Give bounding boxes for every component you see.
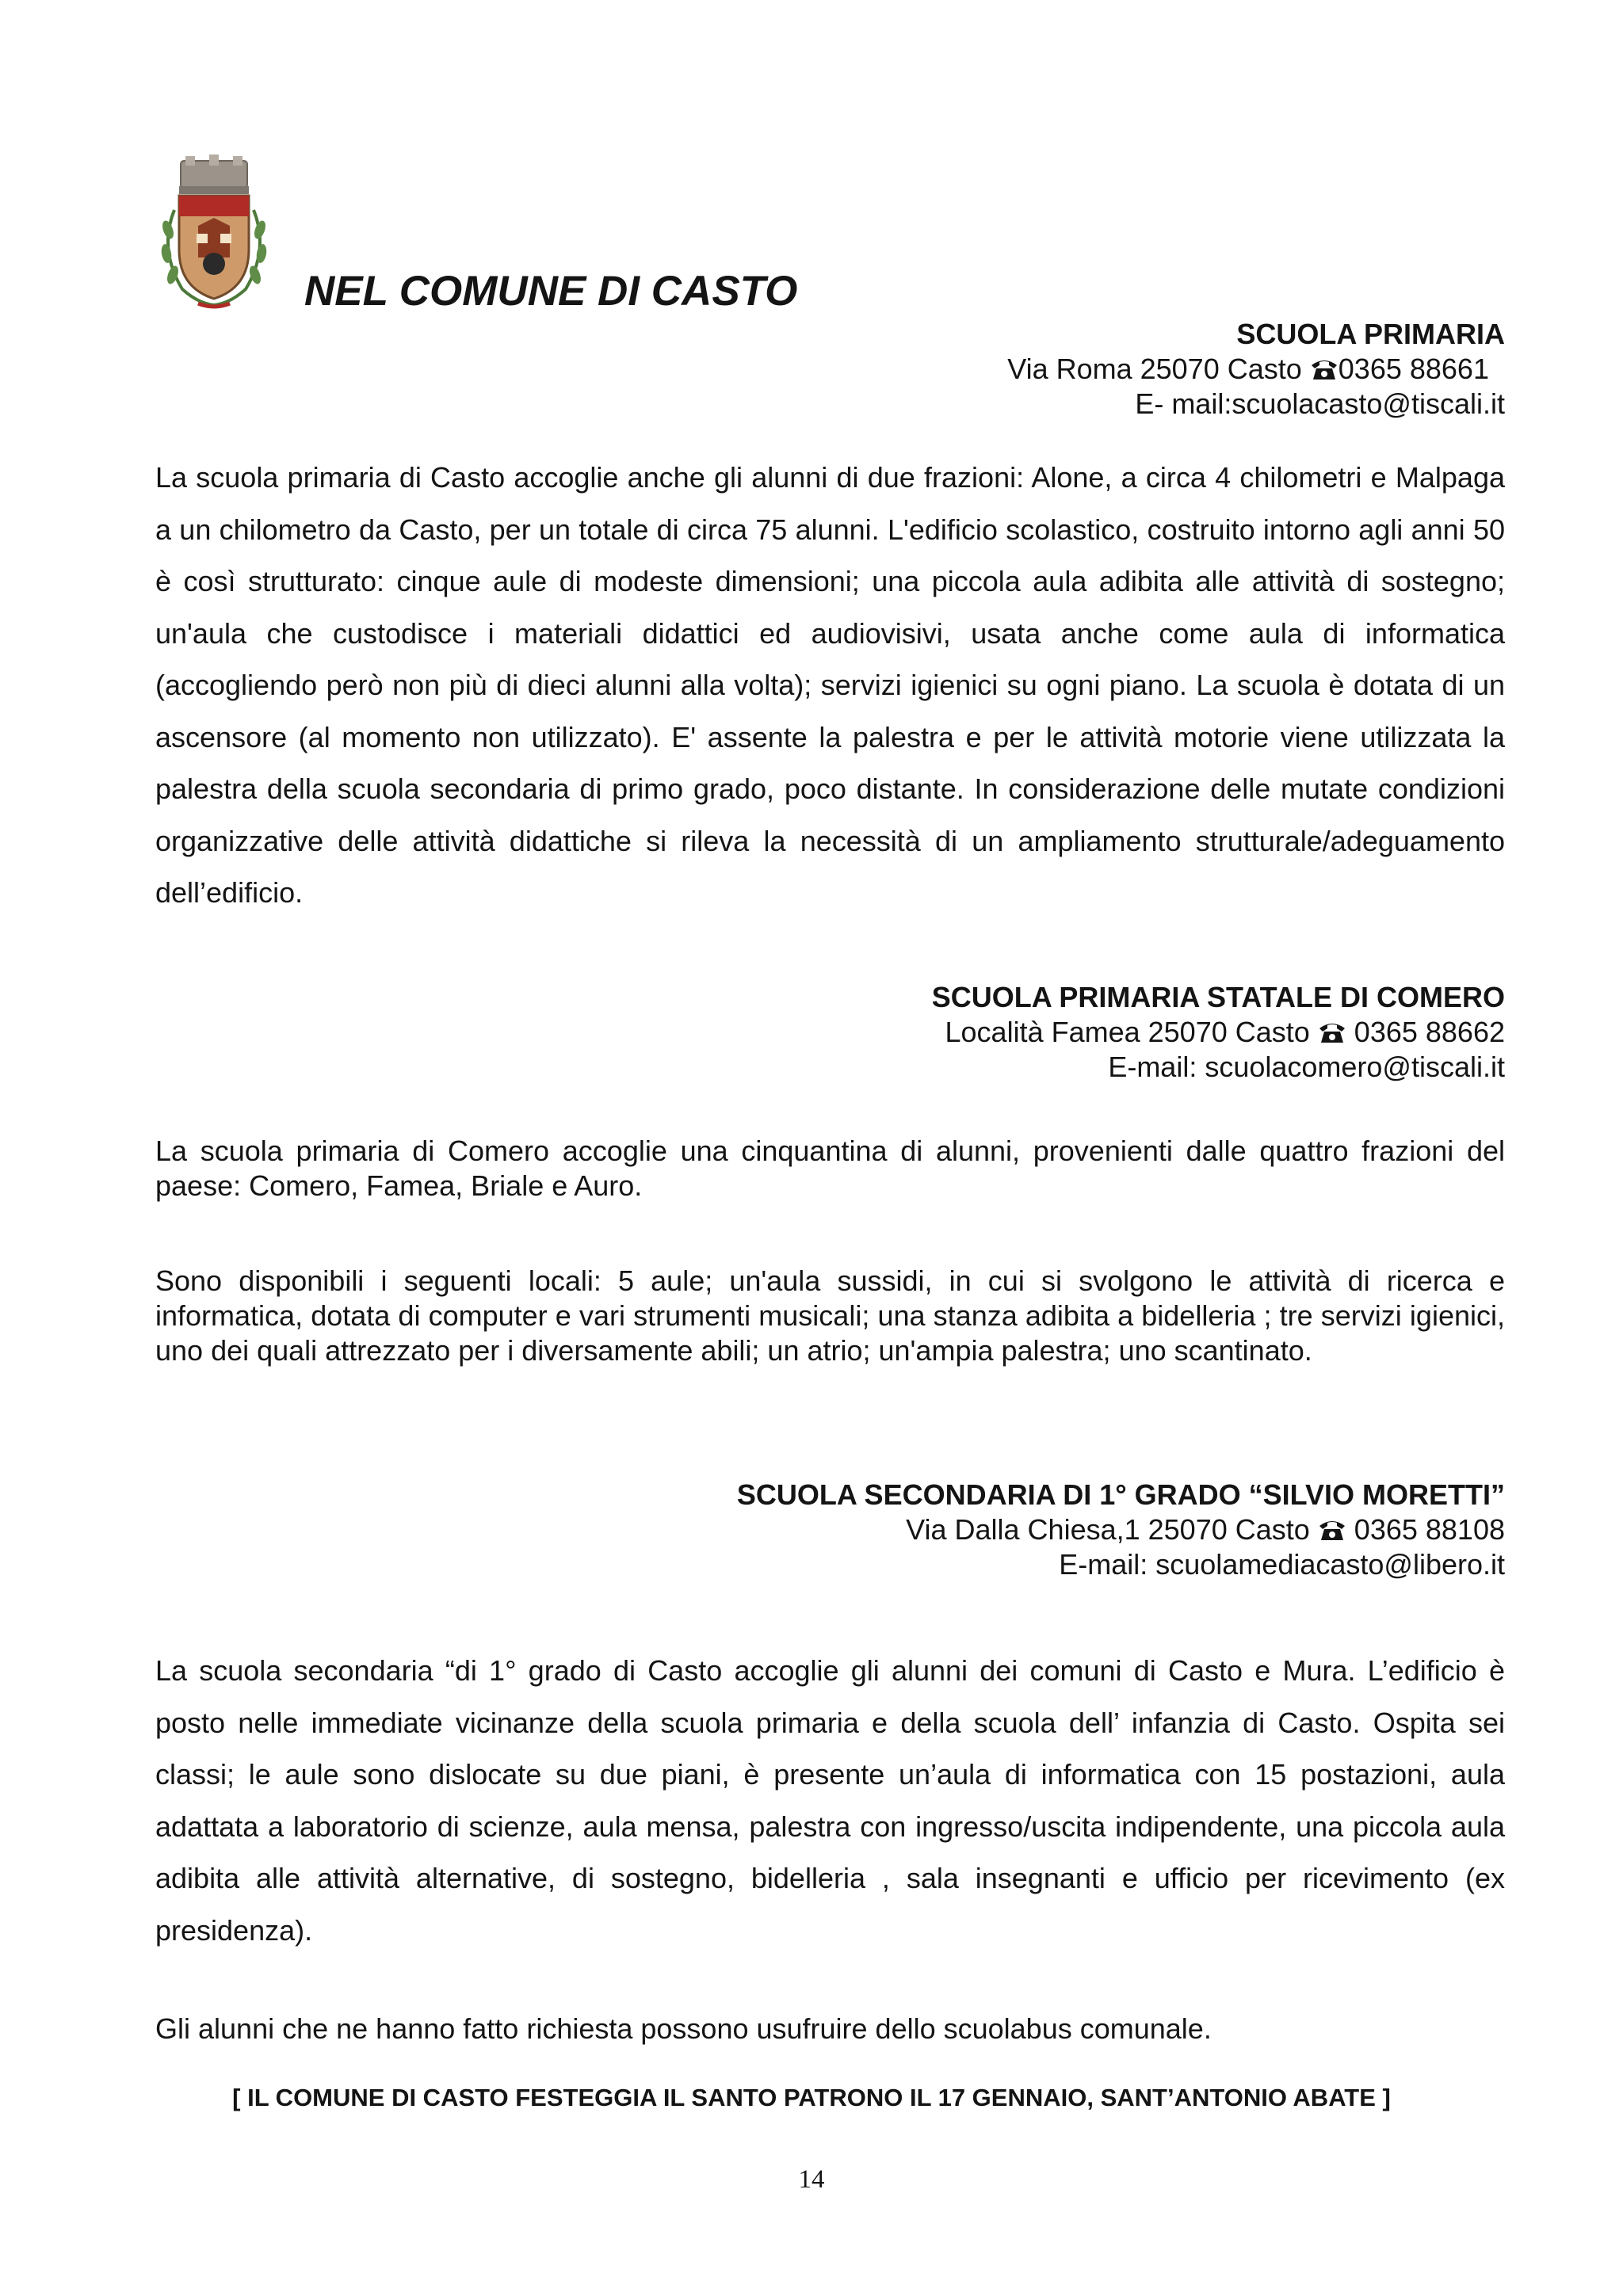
school-email: E-mail: scuolamediacasto@libero.it [1059, 1548, 1505, 1581]
school-name: SCUOLA PRIMARIA [1236, 318, 1505, 350]
school-description: La scuola primaria di Comero accoglie una cinquantina di alunni, provenienti dalle quattro frazioni del paese: Comero, Famea, Briale e Auro. [155, 1135, 1505, 1202]
school-description: La scuola secondaria “di 1° grado di Casto accoglie gli alunni dei comuni di Casto e Mura. L’edificio è posto nelle immediate vicinanze della scuola primaria e della scuola dell’ infanzia di Casto. Ospita sei classi; le aule sono dislocate su due piani, è presente un’aula di informatica con 15 postazioni, aula adattata a laboratorio di scienze, aula mensa, palestra con ingresso/uscita indipendente, una piccola aula adibita alle attività alternative, di sostegno, bidelleria , sala insegnanti e ufficio per ricevimento (ex presidenza). [155, 1654, 1505, 1947]
school-address-block [932, 980, 1505, 1085]
school-address: Via Roma 25070 Casto 0365 88661 [1007, 353, 1489, 385]
school-description: Gli alunni che ne hanno fatto richiesta possono usufruire dello scuolabus comunale. [155, 2012, 1212, 2045]
page-number: 14 [798, 2165, 825, 2194]
school-name: SCUOLA PRIMARIA STATALE DI COMERO [931, 981, 1505, 1013]
school-description: La scuola primaria di Casto accoglie anche gli alunni di due frazioni: Alone, a circa 4 chilometri e Malpaga a un chilometro da Casto, per un totale di circa 75 alunni. L'edificio scolastico, costruito intorno agli anni 50 è così strutturato: cinque aule di modeste dimensioni; una piccola aula adibita alle attività di sostegno; un'aula che custodisce i materiali didattici ed audiovisivi, usata anche come aula di informatica (accogliendo però non più di dieci alunni alla volta); servizi igienici su ogni piano. La scuola è dotata di un ascensore (al momento non utilizzato). E' assente la palestra e per le attività motorie viene utilizzata la palestra della scuola secondaria di primo grado, poco distante. In considerazione delle mutate condizioni organizzative delle attività didattiche si rileva la necessità di un ampliamento strutturale/adeguamento dell’edificio. [155, 461, 1505, 909]
coat-of-arms-icon [151, 154, 277, 313]
school-address: Via Dalla Chiesa,1 25070 Casto 0365 88108 [906, 1513, 1505, 1546]
school-email: E-mail: scuolacomero@tiscali.it [1108, 1051, 1505, 1083]
footer-note: [ IL COMUNE DI CASTO FESTEGGIA IL SANTO PATRONO IL 17 GENNAIO, SANT’ANTONIO ABATE ] [232, 2084, 1391, 2111]
school-address-block [1007, 317, 1505, 421]
school-address: Località Famea 25070 Casto 0365 88662 [945, 1016, 1505, 1048]
school-phone: 0365 88108 [1346, 1513, 1505, 1546]
school-phone: 0365 88661 [1338, 353, 1489, 385]
page-title: NEL COMUNE DI CASTO [304, 268, 798, 315]
school-name: SCUOLA SECONDARIA DI 1° GRADO “SILVIO MORETTI” [736, 1478, 1505, 1511]
school-description: Sono disponibili i seguenti locali: 5 aule; un'aula sussidi, in cui si svolgono le attività di ricerca e informatica, dotata di computer e vari strumenti musicali; una stanza adibita a bidelleria ; tre servizi igienici, uno dei quali attrezzato per i diversamente abili; un atrio; un'ampia palestra; uno scantinato. [155, 1264, 1505, 1367]
school-phone: 0365 88662 [1346, 1016, 1505, 1048]
telephone-icon [1318, 1518, 1346, 1542]
telephone-icon [1310, 357, 1338, 381]
school-address-block [737, 1478, 1505, 1582]
telephone-icon [1318, 1020, 1346, 1044]
school-email: E- mail:scuolacasto@tiscali.it [1135, 387, 1505, 420]
